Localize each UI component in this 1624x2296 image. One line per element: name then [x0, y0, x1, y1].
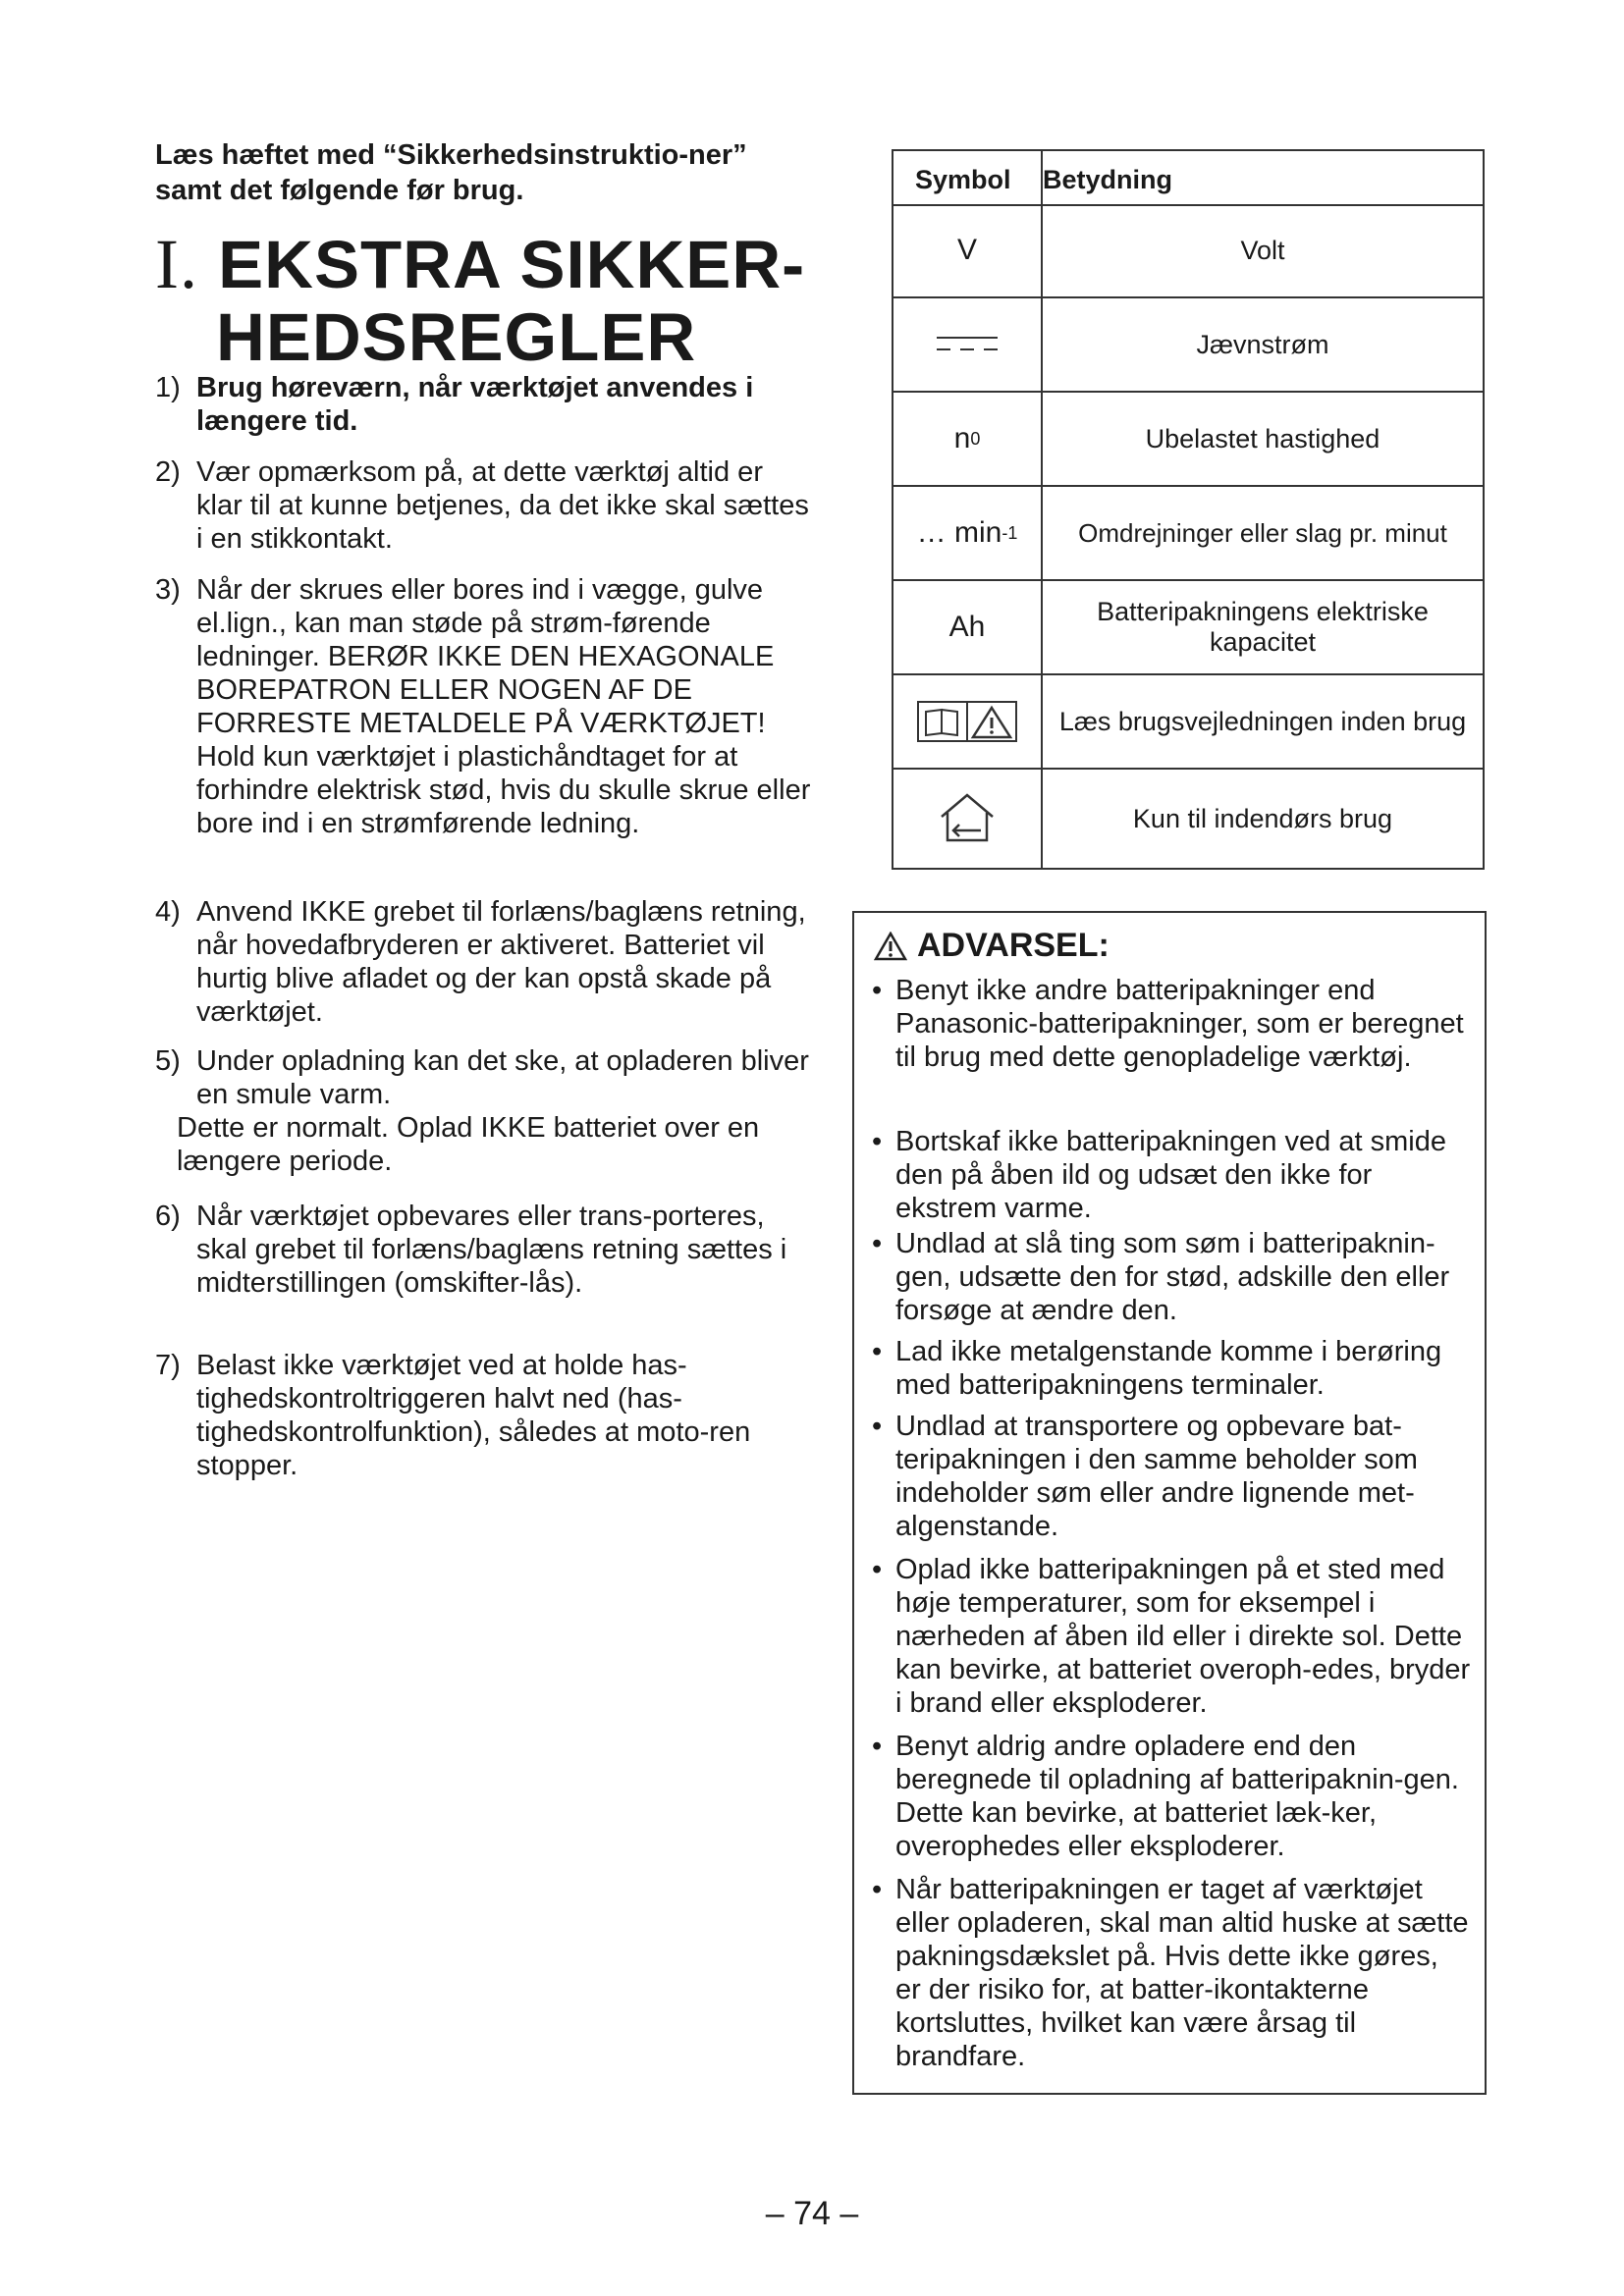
- page-number: – 74 –: [765, 2195, 859, 2232]
- rule-item-4: [155, 895, 813, 1029]
- table-row: [893, 581, 1483, 675]
- rule-number: 1): [155, 372, 181, 403]
- symbol-table: [892, 149, 1485, 870]
- rule-number: 2): [155, 456, 181, 488]
- table-row: [893, 204, 1483, 298]
- warning-bullet: • Undlad at transportere og opbevare bat-teripakningen i den samme beholder som indeholder søm eller andre lignende met-algenstande.: [872, 1411, 1418, 1542]
- warning-bullet: • Når batteripakningen er taget af værktøjet eller opladeren, skal man altid huske at sætte pakningsdækslet på. Hvis dette ikke gøres, er der risiko for, at batter-ikontakterne kortsluttes, hvilket kan være årsag til brandfare.: [872, 1874, 1469, 2072]
- rule-text: Når værktøjet opbevares eller trans-porteres, skal grebet til forlæns/baglæns retning sættes i midterstillingen (omskifter-lås).: [196, 1201, 787, 1299]
- rule-text-main: Under opladning kan det ske, at opladeren bliver en smule varm.: [196, 1045, 809, 1110]
- rule-number: 7): [155, 1350, 181, 1381]
- symbol-no-load-speed: n 0: [953, 422, 981, 454]
- rule-text: Anvend IKKE grebet til forlæns/baglæns retning, når hovedafbryderen er aktiveret. Batteriet vil hurtig blive afladet og der kan opstå skade på værktøjet.: [196, 896, 806, 1028]
- rule-item-1: [155, 371, 813, 438]
- meaning-text: Ubelastet hastighed: [1145, 423, 1380, 454]
- heading-roman-numeral: I.: [155, 225, 198, 303]
- header-meaning: Betydning: [1043, 165, 1172, 194]
- read-manual-warning-icon: [893, 675, 1041, 768]
- rule-item-6: [155, 1200, 813, 1300]
- rule-item-5: [155, 1044, 813, 1178]
- table-row: [893, 487, 1483, 581]
- rule-item-2: [155, 455, 813, 556]
- warning-bullet: • Bortskaf ikke batteripakningen ved at smide den på åben ild og udsæt den ikke for ekstrem varme.: [872, 1126, 1446, 1224]
- meaning-text: Læs brugsvejledningen inden brug: [1058, 706, 1467, 736]
- meaning-text: Omdrejninger eller slag pr. minut: [1078, 517, 1447, 548]
- heading-line-2: HEDSREGLER: [216, 299, 697, 375]
- warning-bullet: • Undlad at slå ting som søm i batteripaknin-gen, udsætte den for stød, adskille den eller forsøge at ændre den.: [872, 1228, 1450, 1326]
- table-row: [893, 393, 1483, 487]
- rule-number: 3): [155, 574, 181, 606]
- symbol-amp-hour: Ah: [948, 611, 986, 643]
- rule-number: 4): [155, 896, 181, 928]
- rule-item-3: [155, 573, 813, 840]
- section-heading: [155, 225, 823, 375]
- table-row: [893, 770, 1483, 868]
- meaning-text: Batteripakningens elektriske kapacitet: [1097, 597, 1429, 657]
- header-symbol: Symbol: [915, 165, 1011, 194]
- warning-box: [852, 911, 1487, 2095]
- rule-number: 5): [155, 1045, 181, 1077]
- intro-text: Læs hæftet med “Sikkerhedsinstruktio-ner” samt det følgende før brug.: [155, 139, 747, 206]
- warning-bullet: • Lad ikke metalgenstande komme i berøring med batteripakningens terminaler.: [872, 1336, 1442, 1401]
- rule-text: Når der skrues eller bores ind i vægge, gulve el.lign., kan man støde på strøm-førende ledninger. BERØR IKKE DEN HEXAGONALE BOREPATRON ELLER NOGEN AF DE FORRESTE METALDELE PÅ VÆRKTØJET! Hold kun værktøjet i plastichåndtaget for at forhindre elektrisk stød, hvis du skulle skrue eller bore ind i en strømførende ledning.: [196, 574, 811, 839]
- meaning-text: Volt: [1240, 235, 1285, 265]
- symbol-per-minute: … min -1: [916, 516, 1018, 549]
- warning-bullet: • Oplad ikke batteripakningen på et sted med høje temperaturer, som for eksempel i nærheden af åben ild eller i direkte sol. Dette kan bevirke, at batteriet overoph-edes, bryder i brand eller eksploderer.: [872, 1554, 1471, 1719]
- heading-line-1: EKSTRA SIKKER-: [218, 227, 806, 302]
- meaning-text: Jævnstrøm: [1196, 329, 1329, 359]
- symbol-volt: V: [956, 234, 977, 266]
- rule-text: [177, 1044, 813, 1178]
- warning-bullet: • Benyt ikke andre batteripakninger end Panasonic-batteripakninger, som er beregnet til brug med dette genopladelige værktøj.: [872, 975, 1464, 1073]
- warning-title: ADVARSEL:: [874, 927, 1110, 965]
- symbol-table-header: [893, 151, 1483, 206]
- rule-text: Belast ikke værktøjet ved at holde has-tighedskontroltriggeren halvt ned (has-tighedskontrolfunktion), således at moto-ren stopper.: [196, 1350, 751, 1481]
- warning-triangle-icon: [874, 932, 907, 961]
- table-row: [893, 298, 1483, 393]
- indoor-use-icon: [893, 770, 1041, 868]
- rule-text-continued: Dette er normalt. Oplad IKKE batteriet over en længere periode.: [177, 1112, 760, 1177]
- rule-number: 6): [155, 1201, 181, 1232]
- table-row: [893, 675, 1483, 770]
- rule-item-7: [155, 1349, 813, 1482]
- rule-text: Vær opmærksom på, at dette værktøj altid er klar til at kunne betjenes, da det ikke skal sættes i en stikkontakt.: [196, 456, 809, 555]
- warning-bullet: • Benyt aldrig andre opladere end den beregnede til opladning af batteripaknin-gen. Dette kan bevirke, at batteriet læk-ker, overophedes eller eksploderer.: [872, 1731, 1459, 1862]
- dc-current-icon: [893, 298, 1041, 391]
- meaning-text: Kun til indendørs brug: [1132, 803, 1393, 833]
- rule-text: Brug høreværn, når værktøjet anvendes i længere tid.: [196, 372, 754, 437]
